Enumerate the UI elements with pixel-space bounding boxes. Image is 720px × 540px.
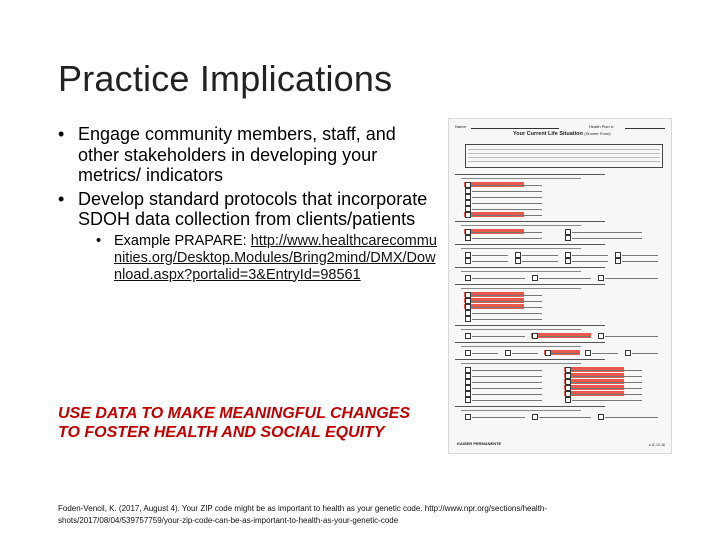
bullet-text: Develop standard protocols that incorporate SDOH data collection from clients/patients	[78, 188, 428, 229]
form-question-line	[455, 174, 605, 175]
form-option-line	[522, 261, 558, 262]
form-checkbox	[545, 350, 551, 356]
form-option-line	[632, 353, 658, 354]
form-question-line	[461, 346, 581, 347]
prapare-link[interactable]: http://www.healthcarecommunities.org/Desktop.Modules/Bring2mind/DMX/Download.aspx?portalid=3&EntryId=98561	[114, 232, 437, 283]
form-option-line	[512, 353, 538, 354]
form-checkbox	[565, 235, 571, 241]
form-option-line	[472, 382, 542, 383]
form-option-line	[472, 209, 542, 210]
form-checkbox	[465, 212, 471, 218]
form-checkbox	[532, 414, 538, 420]
form-option-line	[472, 388, 542, 389]
form-checkbox	[465, 235, 471, 241]
form-question-line	[461, 248, 581, 249]
form-option-line	[472, 295, 542, 296]
form-question-line	[461, 271, 581, 272]
form-option-line	[522, 255, 558, 256]
form-checkbox	[465, 258, 471, 264]
form-option-line	[472, 232, 542, 233]
form-question-line	[455, 325, 605, 326]
bullet-dot-icon: •	[58, 188, 65, 209]
form-option-line	[472, 376, 542, 377]
form-checkbox	[465, 350, 471, 356]
form-checkbox	[515, 258, 521, 264]
form-plan-line	[625, 128, 665, 129]
form-checkbox	[465, 333, 471, 339]
form-checkbox	[598, 275, 604, 281]
form-checkbox	[505, 350, 511, 356]
form-code: v.11-10-16	[648, 443, 665, 447]
bullet-dot-icon: •	[96, 232, 102, 249]
form-option-line	[572, 370, 642, 371]
form-option-line	[472, 417, 525, 418]
form-option-line	[572, 400, 642, 401]
form-option-line	[472, 261, 508, 262]
form-option-line	[572, 232, 642, 233]
slide-title: Practice Implications	[58, 58, 393, 99]
form-option-line	[472, 301, 542, 302]
form-option-line	[472, 319, 542, 320]
form-checkbox	[465, 414, 471, 420]
form-name-line	[471, 128, 559, 129]
form-question-line	[455, 406, 605, 407]
form-question-line	[455, 221, 605, 222]
form-option-line	[622, 255, 658, 256]
form-option-line	[572, 394, 642, 395]
form-option-line	[572, 382, 642, 383]
form-question-line	[455, 244, 605, 245]
sub-bullet-item	[96, 233, 438, 284]
form-checkbox	[565, 397, 571, 403]
form-question-line	[455, 359, 605, 360]
form-option-line	[572, 376, 642, 377]
form-checkbox	[585, 350, 591, 356]
form-option-line	[472, 400, 542, 401]
form-checkbox	[465, 397, 471, 403]
form-question-line	[461, 288, 581, 289]
form-option-line	[472, 313, 542, 314]
form-checkbox	[598, 333, 604, 339]
form-option-line	[572, 238, 642, 239]
callout-text: USE DATA TO MAKE MEANINGFUL CHANGES TO FOSTER HEALTH AND SOCIAL EQUITY	[58, 405, 411, 441]
form-option-line	[472, 185, 542, 186]
citation: Foden-Vencil, K. (2017, August 4). Your ZIP code might be as important to health as your genetic code. http://www.npr.org/sections/health-shots/2017/08/04/539757759/your-zip-code-can-be-as-important-to-health-as-your-genetic-code	[58, 504, 548, 525]
form-option-line	[572, 255, 608, 256]
form-option-line	[572, 388, 642, 389]
form-checkbox	[615, 258, 621, 264]
form-checkbox	[532, 275, 538, 281]
form-option-line	[539, 336, 592, 337]
form-question-line	[455, 342, 605, 343]
form-option-line	[472, 197, 542, 198]
bullet-item	[58, 189, 438, 230]
form-name-label: Name:	[455, 124, 467, 129]
form-option-line	[539, 417, 592, 418]
form-checkbox	[565, 258, 571, 264]
form-option-line	[472, 203, 542, 204]
form-option-line	[472, 370, 542, 371]
form-instructions-box	[465, 144, 663, 168]
form-question-line	[455, 284, 605, 285]
form-option-line	[472, 191, 542, 192]
form-option-line	[552, 353, 578, 354]
form-question-line	[461, 329, 581, 330]
bullet-dot-icon: •	[58, 124, 65, 144]
form-checkbox	[625, 350, 631, 356]
form-checkbox	[598, 414, 604, 420]
form-title: Your Current Life Situation (Shorter Form)	[513, 131, 611, 137]
form-question-line	[455, 267, 605, 268]
form-question-line	[461, 225, 581, 226]
form-plan-label: Health Plan #:	[589, 124, 615, 129]
form-option-line	[592, 353, 618, 354]
form-option-line	[572, 261, 608, 262]
sub-bullet-label: Example PRAPARE:	[114, 232, 247, 249]
form-option-line	[472, 255, 508, 256]
form-question-line	[461, 363, 581, 364]
form-checkbox	[465, 275, 471, 281]
form-logo: KAISER PERMANENTE	[457, 441, 502, 446]
form-option-line	[539, 278, 592, 279]
form-option-line	[472, 394, 542, 395]
form-option-line	[605, 278, 658, 279]
bullet-item	[58, 124, 438, 186]
form-question-line	[461, 178, 581, 179]
form-checkbox	[532, 333, 538, 339]
bullet-text: Engage community members, staff, and other stakeholders in developing your metrics/ indicators	[78, 124, 396, 185]
form-question-line	[461, 410, 581, 411]
bullet-list	[58, 124, 438, 284]
form-option-line	[605, 336, 658, 337]
form-option-line	[622, 261, 658, 262]
form-option-line	[605, 417, 658, 418]
form-option-line	[472, 278, 525, 279]
form-checkbox	[465, 316, 471, 322]
form-option-line	[472, 353, 498, 354]
form-option-line	[472, 307, 542, 308]
form-option-line	[472, 336, 525, 337]
form-option-line	[472, 215, 542, 216]
form-option-line	[472, 238, 542, 239]
form-image	[448, 118, 672, 454]
